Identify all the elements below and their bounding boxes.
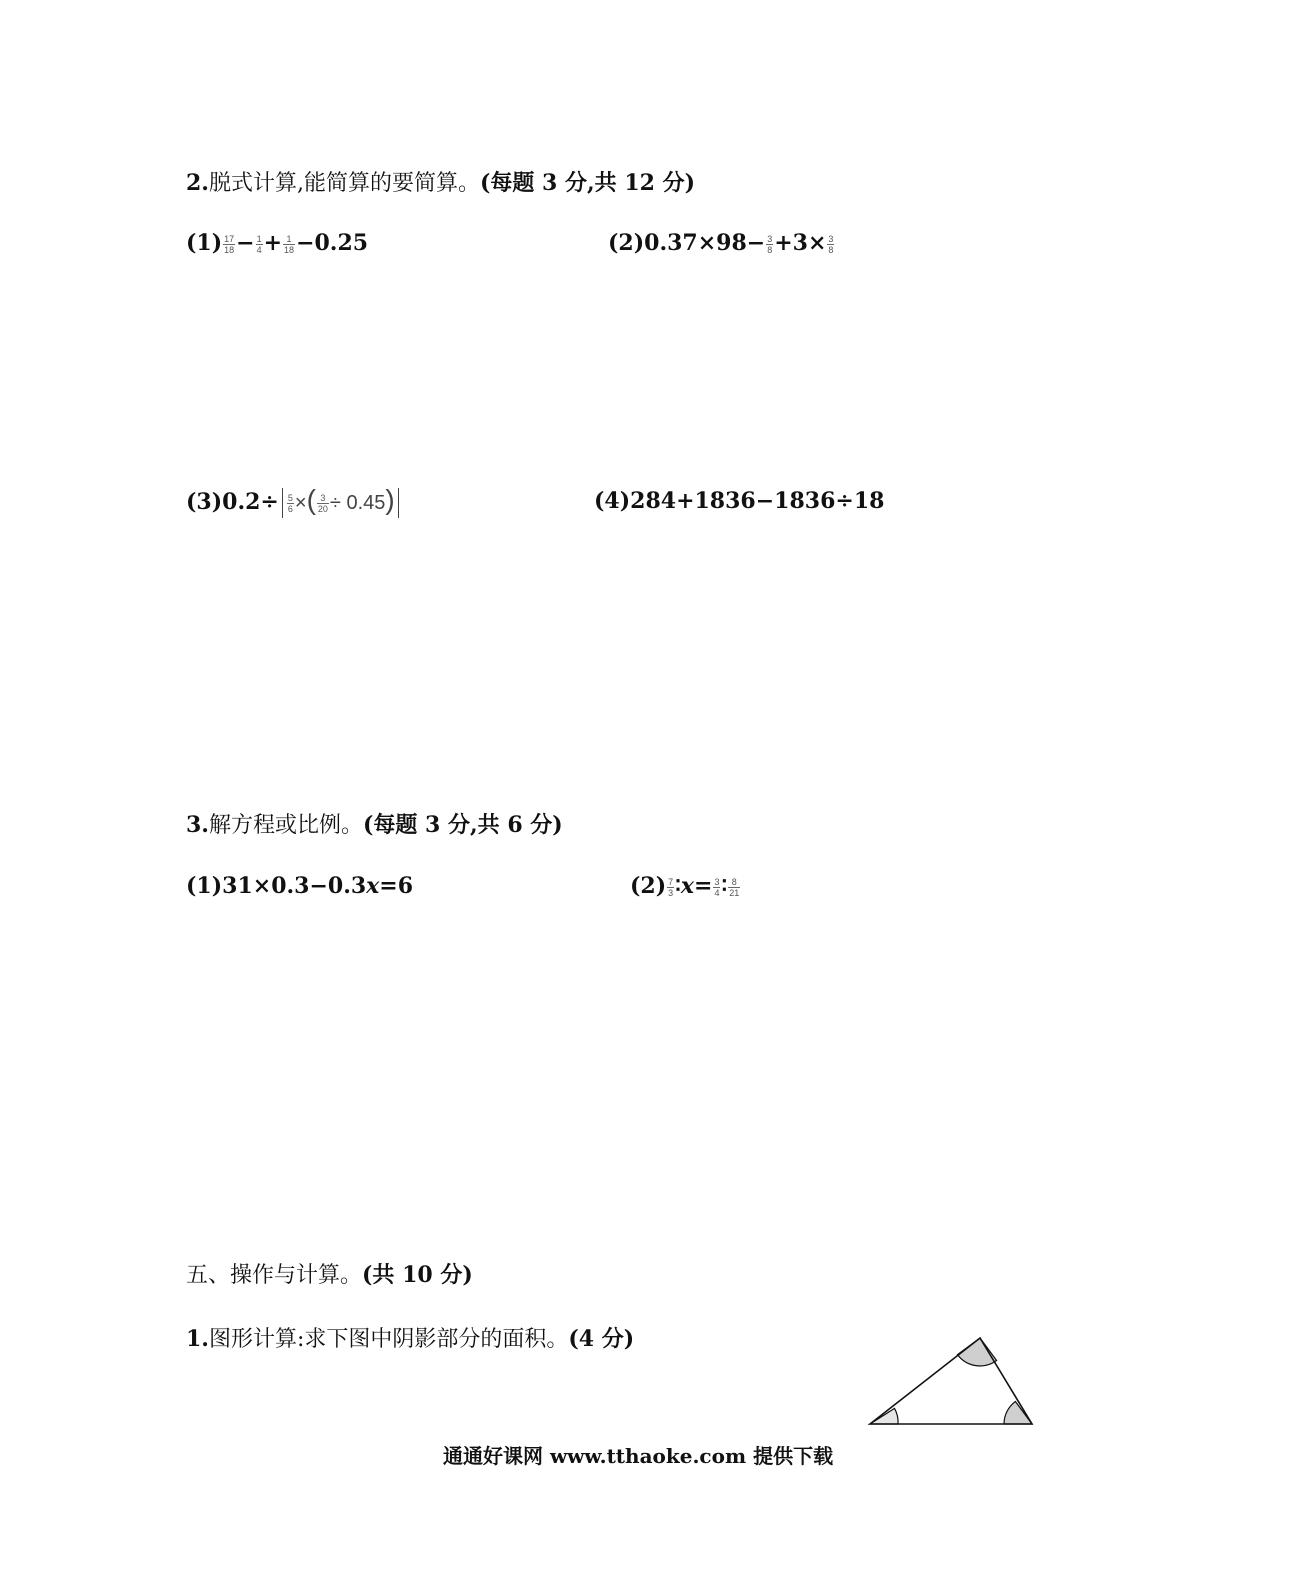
section-3-number: 3. bbox=[186, 812, 209, 838]
calc-question-1 bbox=[186, 230, 368, 256]
section-3-score: (每题 3 分,共 6 分) bbox=[362, 812, 563, 838]
right-paren: ) bbox=[385, 484, 395, 515]
question-label: (3) bbox=[186, 489, 223, 515]
fraction bbox=[728, 877, 740, 898]
fraction bbox=[223, 234, 235, 255]
fraction-numerator: 3 bbox=[714, 876, 720, 887]
expression-part: 0.37×98− bbox=[644, 230, 766, 256]
section-5-score: (共 10 分) bbox=[362, 1262, 473, 1288]
question-label: (2) bbox=[630, 873, 667, 899]
section-3-title: 解方程或比例。 bbox=[208, 813, 363, 838]
question-label: (2) bbox=[608, 230, 645, 256]
fraction-denominator: 4 bbox=[256, 244, 262, 255]
operator: × bbox=[294, 492, 307, 514]
variable: x bbox=[366, 873, 380, 899]
fraction bbox=[283, 234, 295, 255]
geometry-question-1 bbox=[186, 1322, 634, 1353]
shaded-sector-right bbox=[1004, 1402, 1032, 1425]
fraction-denominator: 4 bbox=[714, 887, 720, 898]
fraction bbox=[256, 234, 263, 255]
expression-part: 0.2÷ bbox=[222, 489, 279, 515]
ratio-colon: ∶ bbox=[721, 873, 728, 899]
page-footer: 通通好课网 www.tthaoke.com 提供下载 bbox=[443, 1444, 834, 1468]
fraction-denominator: 21 bbox=[729, 887, 740, 898]
fraction-denominator: 20 bbox=[317, 503, 328, 514]
section-3-heading bbox=[186, 808, 563, 839]
calc-question-2 bbox=[608, 230, 835, 256]
section-2-number: 2. bbox=[186, 170, 209, 196]
fraction bbox=[317, 493, 329, 514]
fraction-numerator: 1 bbox=[256, 233, 262, 244]
calc-question-3 bbox=[186, 484, 402, 518]
fraction-denominator: 8 bbox=[828, 244, 834, 255]
triangle-figure bbox=[860, 1328, 1045, 1433]
left-bracket bbox=[282, 488, 283, 518]
operator: + bbox=[263, 230, 283, 256]
section-2-score: (每题 3 分,共 12 分) bbox=[479, 170, 696, 196]
equals: = bbox=[694, 873, 713, 899]
question-label: (1) bbox=[186, 873, 223, 899]
section-5-title: 五、操作与计算。 bbox=[186, 1263, 363, 1288]
fraction-denominator: 6 bbox=[287, 503, 293, 514]
fraction-denominator: 3 bbox=[668, 887, 674, 898]
fraction-numerator: 17 bbox=[224, 233, 235, 244]
section-5-heading bbox=[186, 1258, 473, 1289]
right-bracket bbox=[398, 488, 399, 518]
fraction-numerator: 3 bbox=[317, 493, 329, 504]
fraction-numerator: 7 bbox=[668, 876, 674, 887]
section-2-heading bbox=[186, 166, 695, 197]
section-2-title: 脱式计算,能简算的要简算。 bbox=[208, 171, 480, 196]
operator: ÷ 0.45 bbox=[329, 492, 386, 514]
expression-part: 31×0.3−0.3 bbox=[222, 873, 367, 899]
fraction-denominator: 18 bbox=[224, 244, 235, 255]
fraction-numerator: 3 bbox=[828, 233, 834, 244]
fraction-numerator: 1 bbox=[283, 234, 295, 245]
fraction bbox=[827, 234, 834, 255]
left-paren: ( bbox=[306, 484, 316, 515]
variable: x bbox=[680, 873, 695, 899]
expression-part: +3× bbox=[774, 230, 827, 256]
fraction bbox=[713, 877, 720, 898]
equation-question-1 bbox=[186, 873, 413, 899]
expression-tail: −0.25 bbox=[296, 230, 369, 256]
fraction bbox=[766, 234, 773, 255]
equation-question-2 bbox=[630, 873, 741, 899]
expression: 284+1836−1836÷18 bbox=[630, 488, 885, 514]
ratio-colon: ∶ bbox=[675, 873, 681, 899]
calc-question-4 bbox=[594, 488, 884, 514]
fraction-numerator: 3 bbox=[767, 233, 773, 244]
fraction bbox=[667, 877, 674, 898]
expression-part: =6 bbox=[379, 873, 414, 899]
question-label: (4) bbox=[594, 488, 631, 514]
fraction-numerator: 8 bbox=[728, 877, 740, 888]
question-score: (4 分) bbox=[568, 1326, 635, 1352]
question-label: (1) bbox=[186, 230, 223, 256]
fraction-denominator: 8 bbox=[767, 244, 773, 255]
operator: − bbox=[236, 230, 255, 256]
fraction bbox=[287, 493, 294, 514]
question-number: 1. bbox=[186, 1326, 209, 1352]
fraction-numerator: 5 bbox=[287, 492, 293, 503]
fraction-denominator: 18 bbox=[284, 244, 295, 255]
question-text: 图形计算:求下图中阴影部分的面积。 bbox=[208, 1327, 569, 1352]
